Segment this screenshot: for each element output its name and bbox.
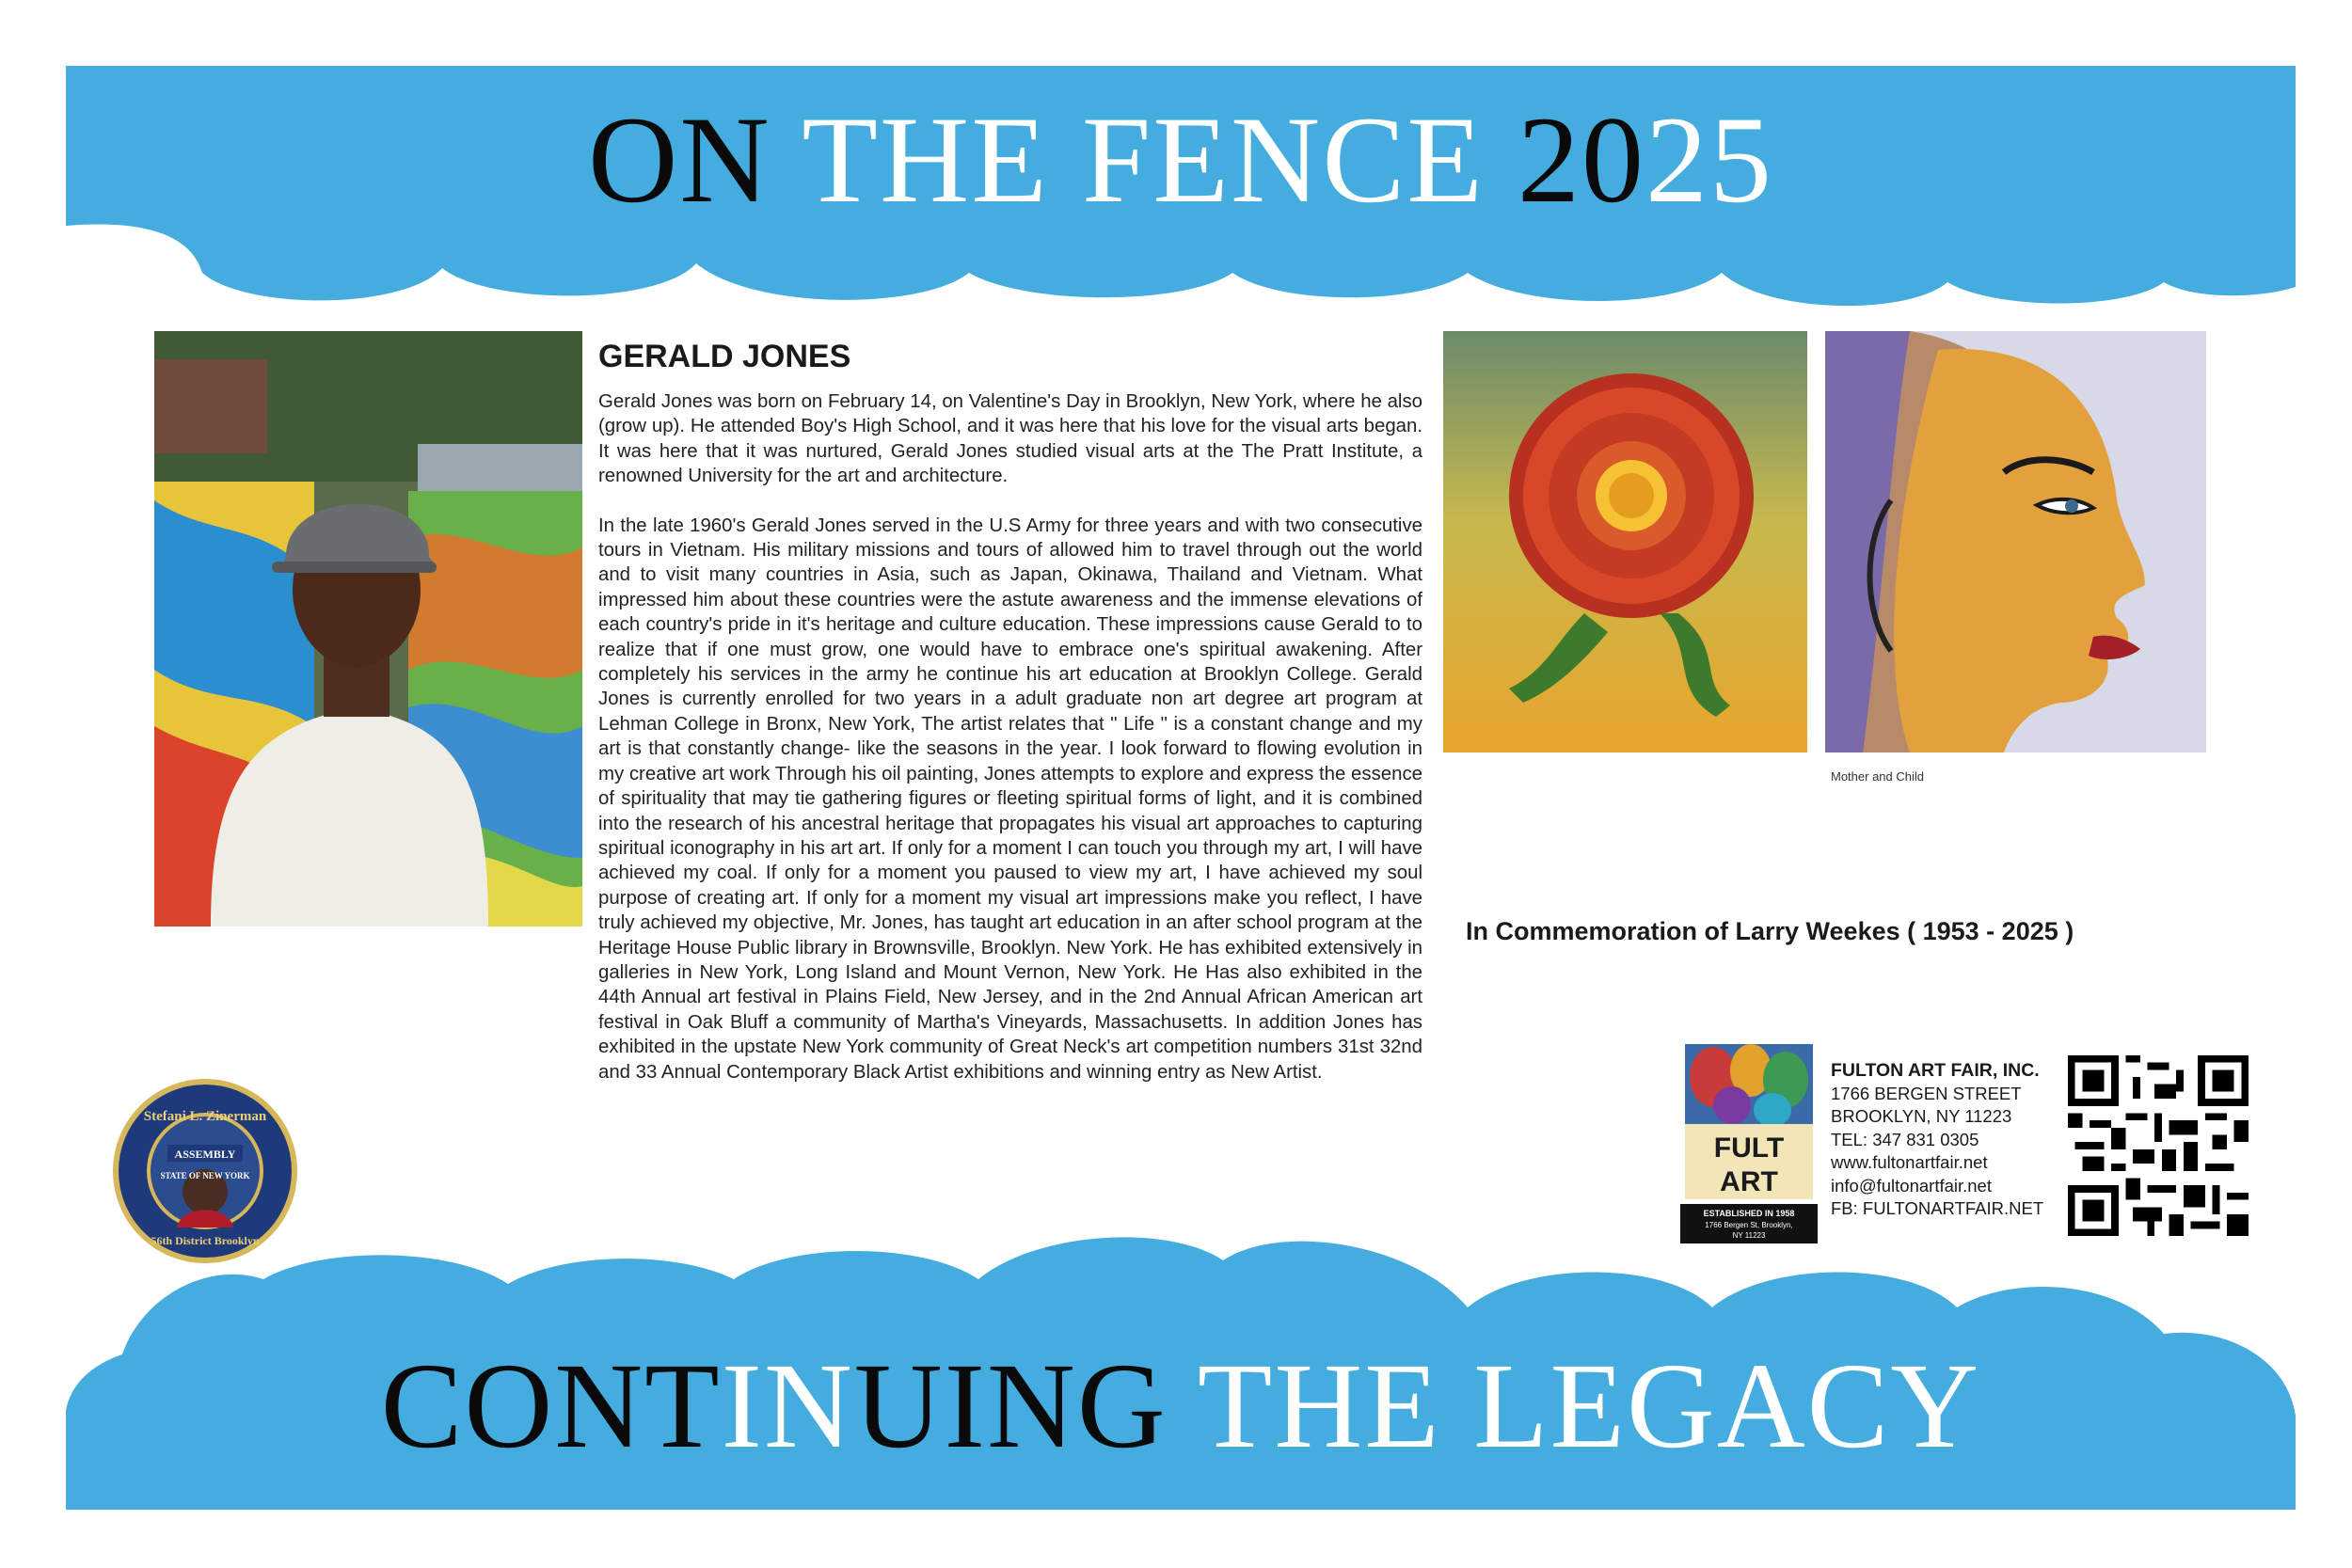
title-year-25: 25 xyxy=(1645,90,1773,229)
footer-title-cont: CONT xyxy=(380,1338,722,1474)
seal-state-text: STATE OF NEW YORK xyxy=(160,1171,250,1180)
footer-title-uing: UING xyxy=(853,1338,1168,1474)
fulton-contact-info xyxy=(1831,1059,2043,1221)
website-link[interactable]: www.fultonartfair.net xyxy=(1831,1152,1988,1172)
artist-name: GERALD JONES xyxy=(598,339,851,374)
seal-band-text: ASSEMBLY xyxy=(174,1148,236,1161)
address-line-1: 1766 BERGEN STREET xyxy=(1831,1083,2022,1103)
commemoration-text: In Commemoration of Larry Weekes ( 1953 - 2025 ) xyxy=(1466,917,2074,945)
address-line-2: BROOKLYN, NY 11223 xyxy=(1831,1106,2012,1126)
artist-photo xyxy=(154,331,582,927)
logo-est-line3: NY 11223 xyxy=(1732,1231,1766,1240)
qr-code-icon[interactable] xyxy=(2068,1055,2249,1236)
footer-title-inuing: IN xyxy=(721,1338,854,1474)
bio-paragraph-2: In the late 1960's Gerald Jones served in the U.S Army for three years and with two consecutive tours in Vietnam. His military missions and tours of allowed him to travel through out the world and to visit many countries in Asia, such as Japan, Okinawa, Thailand and Vietnam. What impressed him about these countries were the astute awareness and the immense elevations of each country's pride in it's heritage and culture education. These impressions cause Gerald to to realize that if one must grow, one would have to embrace one's spiritual awakening. After completely his services in the army he continue his art education at Brooklyn College. Gerald Jones is currently enrolled for two years in a adult graduate non art degree art program at Lehman College in Bronx, New York, The artist relates that " Life " is a constant change and my art is that constantly change- like the seasons in the year. I look forward to flowing evolution in my creative art work Through his oil painting, Jones attempts to explore and express the essence of spirituality that may tie gathering figures or fleeting spiritual forms of light, and it is combined into the research of his ancestral heritage that propagates his visual art approaches to capturing spiritual iconography in his art art. If only for a moment I can touch you through my art, I will have achieved my coal. If only for a moment you paused to view my art, I have achieved my soul purpose of creating art. If only for a moment my visual art impressions make you reflect, I have truly achieved my objective, Mr. Jones, has taught art education in an after school program at the Heritage House Public library in Brownsville, Brooklyn. New York. He has exhibited extensively in galleries in New York, Long Island and Mount Vernon, New York. He Has also exhibited in the 44th Annual art festival in Plains Field, New Jersey, and in the 2nd Annual African American art festival in Oak Bluff a community of Martha's Vineyards, Massachusetts. In addition Jones has exhibited in the upstate New York community of Great Neck's art competition numbers 31st 32nd and 33 Annual Contemporary Black Artist exhibitions and winning entry as New Artist. xyxy=(598,515,1422,1083)
seal-bottom-text: 56th District Brooklyn xyxy=(151,1234,260,1247)
email-link[interactable]: info@fultonartfair.net xyxy=(1831,1175,1992,1196)
seal-top-text: Stefani L. Zinerman xyxy=(143,1109,267,1124)
artist-bio xyxy=(598,389,1422,1109)
telephone: TEL: 347 831 0305 xyxy=(1831,1129,1979,1149)
facebook-link[interactable]: FB: FULTONARTFAIR.NET xyxy=(1831,1198,2044,1218)
title-on: ON xyxy=(588,90,771,229)
artwork-mother-and-child-painting xyxy=(1825,331,2206,752)
logo-line1: FULT xyxy=(1713,1132,1785,1164)
assembly-seal xyxy=(111,1077,299,1265)
artwork-caption: Mother and Child xyxy=(1831,769,1924,784)
footer-title-the-legacy: THE LEGACY xyxy=(1167,1338,1981,1474)
title-the-fence: THE FENCE xyxy=(771,90,1518,229)
org-name: FULTON ART FAIR, INC. xyxy=(1831,1060,2040,1081)
artwork-flower-painting xyxy=(1443,331,1807,752)
logo-est-line1: ESTABLISHED IN 1958 xyxy=(1703,1209,1795,1218)
bio-paragraph-1: Gerald Jones was born on February 14, on Valentine's Day in Brooklyn, New York, where he also (grow up). He attended Boy's High School, and it was here that his love for the visual arts began. It was here that it was nurtured, Gerald Jones studied visual arts at the The Pratt Institute, a renowned University for the art and architecture. xyxy=(598,391,1422,487)
title-year-20: 20 xyxy=(1517,90,1645,229)
page-title xyxy=(66,90,2296,229)
fulton-art-fair-logo xyxy=(1680,1044,1818,1243)
footer-title xyxy=(66,1340,2296,1472)
logo-line3: ART xyxy=(1720,1166,1778,1197)
logo-est-line2: 1766 Bergen St, Brooklyn, xyxy=(1705,1221,1793,1229)
